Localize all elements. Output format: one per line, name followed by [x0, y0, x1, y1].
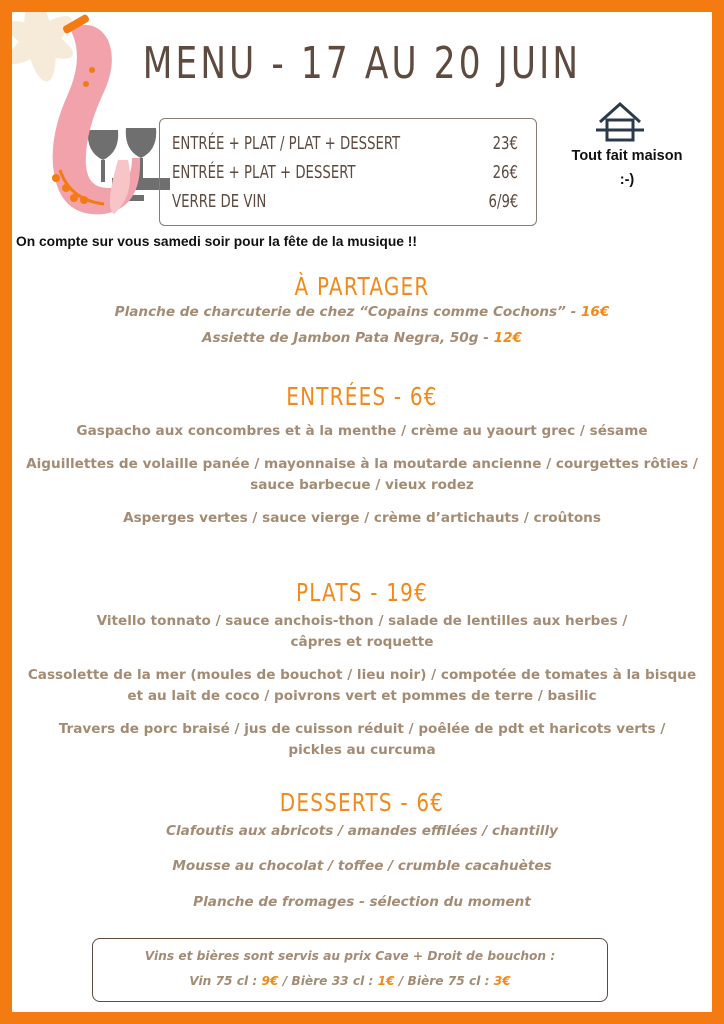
dish-line: et au lait de coco / poivrons vert et pommes de terre / basilic — [127, 688, 597, 704]
dish-line: Travers de porc braisé / jus de cuisson réduit / poêlée de pdt et haricots verts / — [58, 721, 666, 737]
beer75-price: 3€ — [493, 974, 511, 988]
formula-price: 6/9€ — [488, 191, 518, 212]
section-title-partager: À PARTAGER — [294, 272, 430, 301]
dish-line: Clafoutis aux abricots / amandes effilées / chantilly — [166, 823, 558, 839]
dish-line: pickles au curcuma — [288, 742, 436, 758]
formula-label: ENTRÉE + PLAT / PLAT + DESSERT — [172, 133, 401, 154]
formula-row — [172, 187, 518, 216]
dish-line: Asperges vertes / sauce vierge / crème d’artichauts / croûtons — [123, 510, 601, 526]
page-title: MENU - 17 AU 20 JUIN — [142, 38, 582, 89]
house-icon — [594, 100, 646, 144]
dish-line: Planche de fromages - sélection du moment — [193, 894, 531, 910]
dish-line: Vitello tonnato / sauce anchois-thon / salade de lentilles aux herbes / — [96, 613, 628, 629]
formula-price-box — [159, 118, 537, 226]
drinks-info-line: Vins et bières sont servis au prix Cave + Droit de bouchon : — [144, 949, 556, 963]
wine-label: Vin 75 cl : — [189, 974, 262, 988]
dish-text: Assiette de Jambon Pata Negra, 50g - — [201, 330, 494, 346]
formula-price: 23€ — [492, 133, 518, 154]
drinks-info-box — [92, 938, 608, 1002]
beer33-label: / Bière 33 cl : — [278, 974, 378, 988]
formula-label: VERRE DE VIN — [172, 191, 267, 212]
dish-line — [12, 328, 712, 349]
dish-price: 16€ — [580, 304, 610, 320]
dish-line: Gaspacho aux concombres et à la menthe / crème au yaourt grec / sésame — [76, 423, 648, 439]
section-title-entrees: ENTRÉES - 6€ — [286, 382, 438, 411]
dish-line: Mousse au chocolat / toffee / crumble cacahuètes — [172, 858, 552, 874]
formula-row — [172, 129, 518, 158]
dish-text: Planche de charcuterie de chez “Copains comme Cochons” - — [114, 304, 581, 320]
dish-line: Aiguillettes de volaille panée / mayonnaise à la moutarde ancienne / courgettes rôties / — [26, 456, 698, 472]
formula-label: ENTRÉE + PLAT + DESSERT — [172, 162, 356, 183]
dish-line: Cassolette de la mer (moules de bouchot / lieu noir) / compotée de tomates à la bisque — [27, 667, 697, 683]
section-title-plats: PLATS - 19€ — [295, 578, 428, 607]
dish-line: sauce barbecue / vieux rodez — [250, 477, 474, 493]
wine-price: 9€ — [261, 974, 279, 988]
fete-musique-notice: On compte sur vous samedi soir pour la fête de la musique !! — [16, 234, 417, 249]
formula-price: 26€ — [492, 162, 518, 183]
section-title-desserts: DESSERTS - 6€ — [279, 788, 445, 817]
homemade-smiley: :-) — [619, 172, 635, 188]
dish-line — [12, 302, 712, 323]
formula-row — [172, 158, 518, 187]
homemade-label — [547, 144, 707, 192]
drinks-prices-line — [93, 974, 607, 988]
homemade-line: Tout fait maison — [571, 148, 683, 164]
dish-line: câpres et roquette — [290, 634, 434, 650]
beer75-label: / Bière 75 cl : — [394, 974, 494, 988]
dish-price: 12€ — [493, 330, 522, 346]
beer33-price: 1€ — [377, 974, 395, 988]
